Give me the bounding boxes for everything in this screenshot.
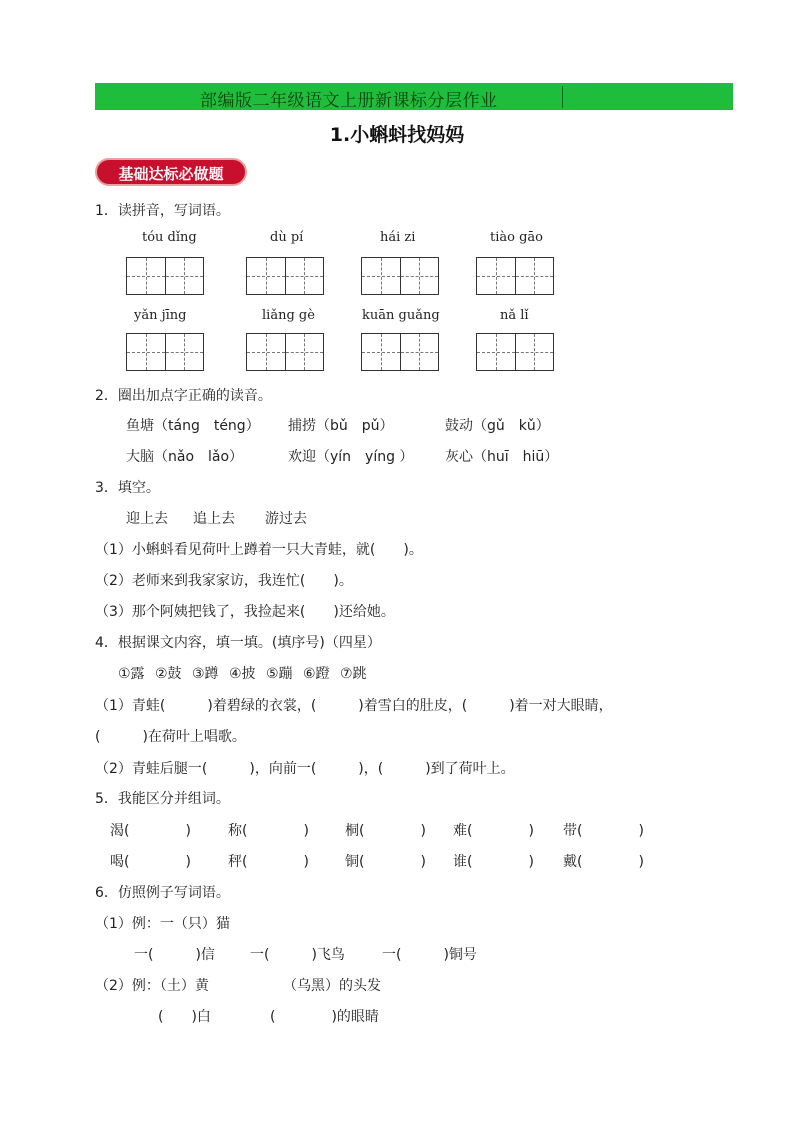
word-option: 迎上去 <box>126 511 168 527</box>
pinyin-label: yǎn jīng <box>134 308 187 323</box>
writing-grid[interactable] <box>361 333 439 371</box>
fill-sentence[interactable]: （2）青蛙后腿一( )，向前一( )，( )到了荷叶上。 <box>95 761 515 777</box>
fill-sentence[interactable]: （1）小蝌蚪看见荷叶上蹲着一只大青蛙，就( )。 <box>95 542 423 558</box>
q4-options: ①露 ②鼓 ③蹲 ④披 ⑤蹦 ⑥蹬 ⑦跳 <box>118 666 367 682</box>
word-option: 追上去 <box>193 511 235 527</box>
reading-choice[interactable]: 灰心（huī hiū） <box>445 449 559 465</box>
section-badge: 基础达标必做题 <box>95 158 247 186</box>
pinyin-label: dù pí <box>270 230 304 245</box>
measure-word-blank[interactable]: 一( )铜号 <box>382 947 477 963</box>
word-pair-item[interactable]: 难( ) <box>453 823 534 839</box>
word-pair-item[interactable]: 称( ) <box>228 823 309 839</box>
word-pair-item[interactable]: 戴( ) <box>563 854 644 870</box>
q4-prompt: 4．根据课文内容，填一填。(填序号)（四星） <box>95 635 381 651</box>
pinyin-label: liǎng gè <box>262 308 315 323</box>
reading-choice[interactable]: 鼓动（gǔ kǔ） <box>445 418 550 434</box>
pinyin-label: tóu dǐng <box>142 230 197 245</box>
word-pair-item[interactable]: 带( ) <box>563 823 644 839</box>
q1-prompt: 1．读拼音，写词语。 <box>95 203 230 219</box>
example-1: （1）例：一（只）猫 <box>95 916 230 932</box>
fill-sentence[interactable]: （3）那个阿姨把钱了，我捡起来( )还给她。 <box>95 604 395 620</box>
writing-grid[interactable] <box>476 333 554 371</box>
reading-choice[interactable]: 捕捞（bǔ pǔ） <box>288 418 394 434</box>
fill-sentence[interactable]: （2）老师来到我家家访，我连忙( )。 <box>95 573 353 589</box>
word-pair-item[interactable]: 秤( ) <box>228 854 309 870</box>
q6-prompt: 6．仿照例子写词语。 <box>95 885 230 901</box>
word-pair-item[interactable]: 喝( ) <box>110 854 191 870</box>
writing-grid[interactable] <box>126 333 204 371</box>
example-2: （2）例：（土）黄 <box>95 978 209 994</box>
reading-choice[interactable]: 大脑（nǎo lǎo） <box>126 449 244 465</box>
color-word-blank[interactable]: ( )白 <box>158 1009 211 1025</box>
fill-sentence[interactable]: ( )在荷叶上唱歌。 <box>95 729 246 745</box>
reading-choice[interactable]: 鱼塘（táng téng） <box>126 418 260 434</box>
reading-choice[interactable]: 欢迎（yín yíng ） <box>288 449 414 465</box>
lesson-title: 1.小蝌蚪找妈妈 <box>329 124 465 146</box>
pinyin-label: nǎ lǐ <box>500 308 529 323</box>
banner-divider <box>562 86 563 108</box>
pinyin-label: hái zi <box>380 230 416 245</box>
q2-prompt: 2．圈出加点字正确的读音。 <box>95 388 272 404</box>
word-pair-item[interactable]: 铜( ) <box>345 854 426 870</box>
word-pair-item[interactable]: 桐( ) <box>345 823 426 839</box>
writing-grid[interactable] <box>476 257 554 295</box>
writing-grid[interactable] <box>246 257 324 295</box>
banner-title: 部编版二年级语文上册新课标分层作业 <box>200 91 498 111</box>
word-option: 游过去 <box>265 511 307 527</box>
writing-grid[interactable] <box>246 333 324 371</box>
measure-word-blank[interactable]: 一( )信 <box>134 947 215 963</box>
writing-grid[interactable] <box>361 257 439 295</box>
q3-prompt: 3．填空。 <box>95 480 160 496</box>
pinyin-label: kuān guǎng <box>362 308 440 323</box>
fill-sentence[interactable]: （1）青蛙( )着碧绿的衣裳，( )着雪白的肚皮，( )着一对大眼睛， <box>95 698 613 714</box>
measure-word-blank[interactable]: 一( )飞鸟 <box>250 947 345 963</box>
color-word-blank[interactable]: ( )的眼睛 <box>270 1009 379 1025</box>
writing-grid[interactable] <box>126 257 204 295</box>
word-pair-item[interactable]: 渴( ) <box>110 823 191 839</box>
q5-prompt: 5．我能区分并组词。 <box>95 791 230 807</box>
word-pair-item[interactable]: 谁( ) <box>453 854 534 870</box>
example-2b: （乌黑）的头发 <box>283 978 381 994</box>
pinyin-label: tiào gāo <box>490 230 543 245</box>
